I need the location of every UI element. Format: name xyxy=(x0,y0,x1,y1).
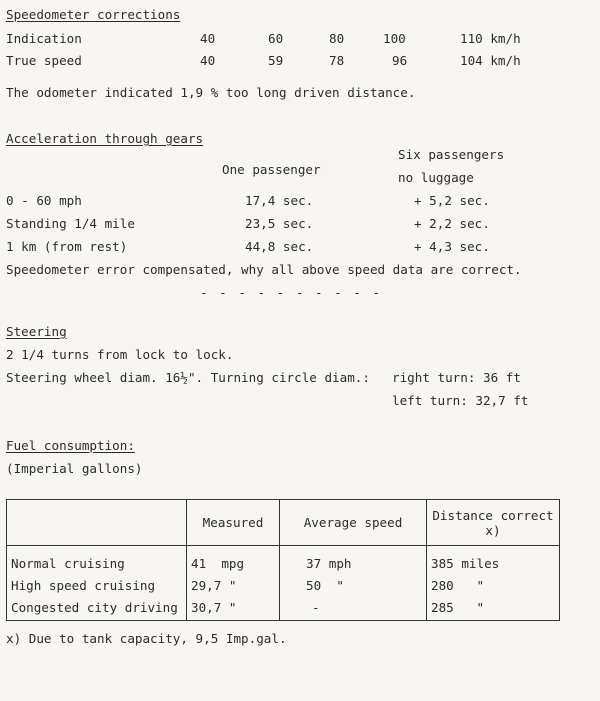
table-cell-condition: Congested city driving xyxy=(7,596,187,621)
section-separator: - - - - - - - - - - xyxy=(200,285,383,300)
table-header-empty xyxy=(7,500,187,546)
accel-one-value: 44,8 sec. xyxy=(245,239,314,254)
right-turn-value: right turn: 36 ft xyxy=(392,370,521,385)
accel-six-value: + 4,3 sec. xyxy=(414,239,490,254)
indication-value: 60 xyxy=(268,31,284,46)
fuel-consumption-table xyxy=(6,499,560,621)
accel-one-value: 23,5 sec. xyxy=(245,216,314,231)
accel-six-value: + 5,2 sec. xyxy=(414,193,490,208)
table-cell-speed: - xyxy=(280,596,427,621)
indication-value: 80 xyxy=(329,31,345,46)
table-cell-distance: 280 " xyxy=(427,574,560,596)
left-turn-value: left turn: 32,7 ft xyxy=(392,393,529,408)
true-speed-value: 40 xyxy=(200,53,216,68)
table-header-distance: Distance correct x) xyxy=(427,500,560,546)
table-header-average-speed: Average speed xyxy=(280,500,427,546)
true-speed-value: 96 xyxy=(392,53,408,68)
accel-row-label: 0 - 60 mph xyxy=(6,193,82,208)
odometer-note: The odometer indicated 1,9 % too long driven distance. xyxy=(6,85,416,100)
steering-heading: Steering xyxy=(6,324,67,339)
table-row xyxy=(7,574,560,596)
table-cell-distance: 285 " xyxy=(427,596,560,621)
true-speed-label: True speed xyxy=(6,53,82,68)
accel-six-value: + 2,2 sec. xyxy=(414,216,490,231)
accel-one-value: 17,4 sec. xyxy=(245,193,314,208)
indication-label: Indication xyxy=(6,31,82,46)
acceleration-heading: Acceleration through gears xyxy=(6,131,204,146)
one-passenger-header: One passenger xyxy=(222,162,321,177)
true-speed-value: 59 xyxy=(268,53,284,68)
table-cell-measured: 29,7 " xyxy=(187,574,280,596)
table-row xyxy=(7,596,560,621)
table-cell-distance: 385 miles xyxy=(427,546,560,575)
accel-row-label: 1 km (from rest) xyxy=(6,239,128,254)
table-cell-measured: 30,7 " xyxy=(187,596,280,621)
fuel-subheading: (Imperial gallons) xyxy=(6,461,143,476)
speed-data-note: Speedometer error compensated, why all above speed data are correct. xyxy=(6,262,522,277)
indication-value: 40 xyxy=(200,31,216,46)
table-row xyxy=(7,546,560,575)
table-cell-speed: 50 " xyxy=(280,574,427,596)
table-cell-speed: 37 mph xyxy=(280,546,427,575)
indication-value: 100 xyxy=(383,31,406,46)
table-cell-condition: Normal cruising xyxy=(7,546,187,575)
table-cell-condition: High speed cruising xyxy=(7,574,187,596)
lock-to-lock-text: 2 1/4 turns from lock to lock. xyxy=(6,347,234,362)
speedometer-heading: Speedometer corrections xyxy=(6,7,181,22)
no-luggage-header: no luggage xyxy=(398,170,474,185)
accel-row-label: Standing 1/4 mile xyxy=(6,216,135,231)
indication-value: 110 km/h xyxy=(460,31,521,46)
true-speed-value: 78 xyxy=(329,53,345,68)
six-passengers-header: Six passengers xyxy=(398,147,505,162)
true-speed-value: 104 km/h xyxy=(460,53,521,68)
table-header-measured: Measured xyxy=(187,500,280,546)
fuel-heading: Fuel consumption: xyxy=(6,438,135,453)
steering-wheel-text: Steering wheel diam. 16½". Turning circle diam.: xyxy=(6,370,370,385)
tank-capacity-footnote: x) Due to tank capacity, 9,5 Imp.gal. xyxy=(6,631,287,646)
table-cell-measured: 41 mpg xyxy=(187,546,280,575)
